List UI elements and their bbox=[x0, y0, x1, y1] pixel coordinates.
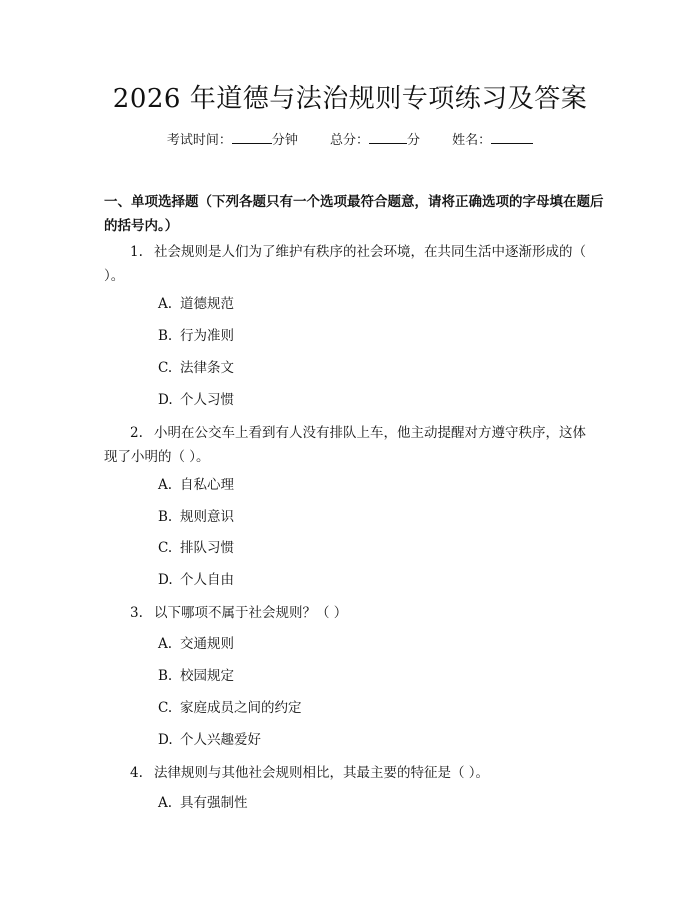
question-4 bbox=[104, 761, 599, 785]
exam-info-line bbox=[0, 131, 700, 150]
option-3c bbox=[158, 698, 302, 718]
option-text: 行为准则 bbox=[180, 328, 234, 344]
option-letter: A. bbox=[158, 795, 173, 811]
option-text: 校园规定 bbox=[180, 668, 234, 684]
option-text: 家庭成员之间的约定 bbox=[180, 700, 302, 716]
section-heading: 一、单项选择题（下列各题只有一个选项最符合题意，请将正确选项的字母填在题后的括号内。） bbox=[104, 194, 604, 234]
exam-time-blank bbox=[232, 131, 272, 144]
option-letter: D. bbox=[158, 732, 173, 748]
option-text: 个人自由 bbox=[180, 572, 234, 588]
option-2b bbox=[158, 507, 234, 527]
option-letter: C. bbox=[158, 700, 173, 716]
question-number: 4. bbox=[130, 765, 143, 781]
option-text: 排队习惯 bbox=[180, 540, 234, 556]
total-score-field bbox=[330, 131, 420, 150]
option-1a bbox=[158, 294, 234, 314]
option-letter: B. bbox=[158, 328, 173, 344]
student-name-blank bbox=[491, 131, 533, 144]
option-letter: C. bbox=[158, 540, 173, 556]
question-text: 社会规则是人们为了维护有秩序的社会环境，在共同生活中逐渐形成的（ ）。 bbox=[104, 244, 586, 284]
exam-time-field bbox=[167, 131, 298, 150]
student-name-field bbox=[452, 131, 533, 150]
option-1d bbox=[158, 390, 234, 410]
question-text: 法律规则与其他社会规则相比，其最主要的特征是（ ）。 bbox=[154, 765, 490, 781]
option-text: 自私心理 bbox=[180, 477, 234, 493]
option-text: 交通规则 bbox=[180, 636, 234, 652]
option-2d bbox=[158, 570, 234, 590]
exam-time-unit: 分钟 bbox=[271, 133, 298, 148]
option-2c bbox=[158, 538, 234, 558]
option-letter: D. bbox=[158, 572, 173, 588]
option-1c bbox=[158, 358, 234, 378]
option-1b bbox=[158, 326, 234, 346]
question-1 bbox=[104, 240, 599, 288]
total-score-blank bbox=[369, 131, 407, 144]
option-letter: C. bbox=[158, 360, 173, 376]
option-2a bbox=[158, 475, 234, 495]
option-3b bbox=[158, 666, 234, 686]
option-4a bbox=[158, 793, 248, 813]
document-title: 2026 年道德与法治规则专项练习及答案 bbox=[112, 84, 588, 114]
option-text: 法律条文 bbox=[180, 360, 234, 376]
option-text: 个人兴趣爱好 bbox=[180, 732, 261, 748]
question-text: 以下哪项不属于社会规则？（ ） bbox=[154, 605, 348, 621]
option-text: 规则意识 bbox=[180, 509, 234, 525]
question-3 bbox=[104, 601, 599, 625]
option-text: 具有强制性 bbox=[180, 795, 248, 811]
option-text: 个人习惯 bbox=[180, 392, 234, 408]
option-text: 道德规范 bbox=[180, 296, 234, 312]
option-letter: A. bbox=[158, 296, 173, 312]
total-score-unit: 分 bbox=[407, 133, 421, 148]
option-letter: A. bbox=[158, 636, 173, 652]
question-text: 小明在公交车上看到有人没有排队上车，他主动提醒对方遵守秩序，这体现了小明的（ ）。 bbox=[104, 425, 586, 465]
option-3a bbox=[158, 634, 234, 654]
student-name-label: 姓名： bbox=[452, 133, 492, 148]
option-letter: B. bbox=[158, 668, 173, 684]
question-number: 1. bbox=[130, 244, 143, 260]
option-letter: B. bbox=[158, 509, 173, 525]
option-letter: A. bbox=[158, 477, 173, 493]
question-number: 2. bbox=[130, 425, 143, 441]
question-number: 3. bbox=[130, 605, 143, 621]
exam-time-label: 考试时间： bbox=[166, 133, 232, 148]
total-score-label: 总分： bbox=[329, 133, 369, 148]
question-2 bbox=[104, 421, 599, 469]
option-letter: D. bbox=[158, 392, 173, 408]
option-3d bbox=[158, 730, 261, 750]
